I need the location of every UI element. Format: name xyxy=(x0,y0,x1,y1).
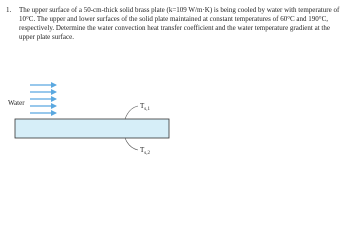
lower-surface-symbol: T xyxy=(140,146,145,154)
lower-surface-label xyxy=(140,146,150,156)
water-flow-arrows xyxy=(30,85,56,113)
upper-surface-subscript: s,1 xyxy=(144,107,150,112)
lower-surface-leader xyxy=(125,138,138,150)
brass-plate xyxy=(15,119,169,138)
lower-surface-subscript: s,2 xyxy=(144,151,150,156)
upper-surface-label xyxy=(140,102,150,112)
problem-number: 1. xyxy=(6,6,12,14)
problem-text: The upper surface of a 50-cm-thick solid brass plate (k=109 W/m·K) is being cooled by water with temperature of 10°C. The upper and lower surfaces of the solid plate maintained at constant temperatures of 60°C and 190°C, respectively. Determine the water convection heat transfer coefficient and the water temperature gradient at the upper plate surface. xyxy=(19,6,340,41)
water-label: Water xyxy=(8,99,25,107)
upper-surface-leader xyxy=(125,106,138,119)
upper-surface-symbol: T xyxy=(140,102,145,110)
